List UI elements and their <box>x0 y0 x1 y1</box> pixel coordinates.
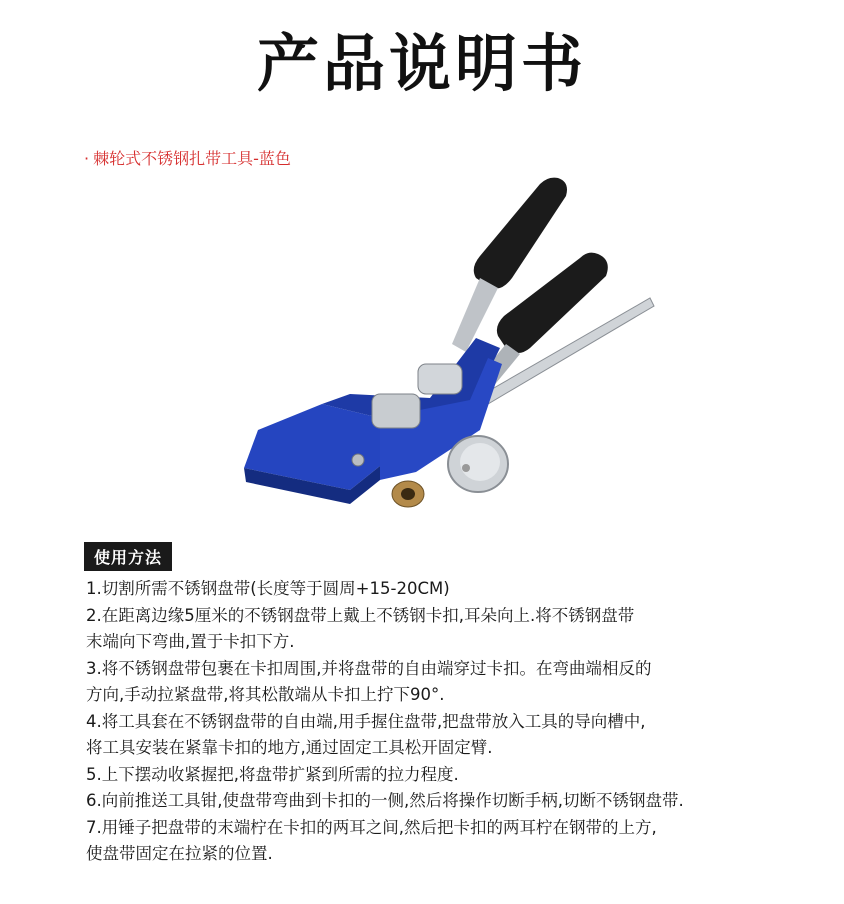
product-image <box>230 168 670 528</box>
usage-steps <box>86 576 826 868</box>
step-item <box>86 576 826 603</box>
step-item <box>86 762 826 789</box>
step-line: 方向,手动拉紧盘带,将其松散端从卡扣上拧下90°. <box>86 685 445 704</box>
subtitle-text: 棘轮式不锈钢扎带工具-蓝色 <box>93 149 291 168</box>
step-item <box>86 788 826 815</box>
step-line: 将工具安装在紧靠卡扣的地方,通过固定工具松开固定臂. <box>86 738 493 757</box>
step-line: 2.在距离边缘5厘米的不锈钢盘带上戴上不锈钢卡扣,耳朵向上.将不锈钢盘带 <box>86 605 635 625</box>
tension-roller <box>372 394 420 428</box>
step-item <box>86 815 826 868</box>
subtitle-bullet: · <box>84 149 90 168</box>
step-line: 6.向前推送工具钳,使盘带弯曲到卡扣的一侧,然后将操作切断手柄,切断不锈钢盘带. <box>86 791 684 810</box>
usage-section-header: 使用方法 <box>84 542 172 571</box>
step-item <box>86 709 826 762</box>
step-line: 4.将工具套在不锈钢盘带的自由端,用手握住盘带,把盘带放入工具的导向槽中, <box>86 711 646 731</box>
step-line: 使盘带固定在拉紧的位置. <box>86 844 273 863</box>
step-line: 3.将不锈钢盘带包裹在卡扣周围,并将盘带的自由端穿过卡扣。在弯曲端相反的 <box>86 658 652 678</box>
step-item <box>86 656 826 709</box>
step-line: 5.上下摆动收紧握把,将盘带扩紧到所需的拉力程度. <box>86 764 459 784</box>
product-subtitle <box>84 146 291 169</box>
upper-handle-grip <box>474 178 567 289</box>
page-title: 产品说明书 <box>256 27 587 100</box>
step-line: 7.用锤子把盘带的末端柠在卡扣的两耳之间,然后把卡扣的两耳柠在钢带的上方, <box>86 817 657 837</box>
step-line: 1.切割所需不锈钢盘带(长度等于圆周+15-20CM) <box>86 579 450 598</box>
step-item <box>86 603 826 656</box>
step-line: 末端向下弯曲,置于卡扣下方. <box>86 632 295 651</box>
